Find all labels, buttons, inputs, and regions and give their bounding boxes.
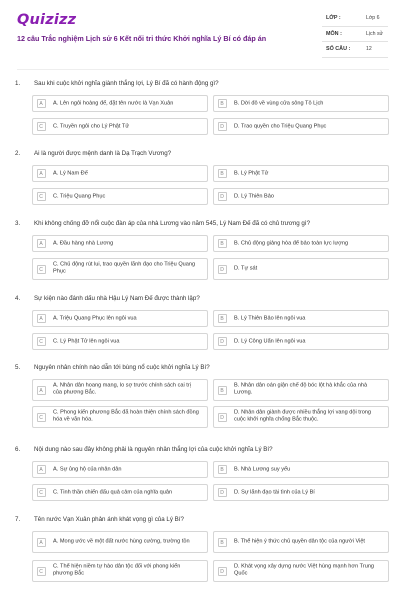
- document-title: 12 câu Trắc nghiệm Lịch sử 6 Kết nối tri thức Khởi nghĩa Lý Bí có đáp án: [17, 34, 267, 43]
- option-b[interactable]: [213, 165, 389, 182]
- meta-row-grade: [322, 11, 388, 27]
- option-a[interactable]: [32, 310, 208, 327]
- option-text: B. Nhân dân oán giận chế độ bóc lột hà khắc của nhà Lương.: [234, 382, 368, 396]
- option-c[interactable]: [32, 258, 208, 280]
- option-letter-box: A: [33, 166, 49, 181]
- option-text: D. Nhân dân giành được nhiều thắng lợi vang dội trong cuộc khởi nghĩa chống Bắc thuộc.: [234, 409, 372, 423]
- question-number: 6.: [15, 446, 21, 453]
- meta-value: Lịch sử: [366, 30, 384, 37]
- option-letter-box: A: [33, 532, 49, 552]
- meta-label: LỚP :: [326, 15, 341, 21]
- option-text: C. Thể hiện niềm tự hào dân tộc đối với phong kiến phương Bắc: [53, 563, 181, 577]
- option-a[interactable]: [32, 379, 208, 401]
- option-letter-box: C: [33, 407, 49, 427]
- question-text: Khi không chống đỡ nổi cuộc đàn áp của nhà Lương vào năm 545, Lý Nam Đế đã có chủ trương gì?: [34, 220, 311, 227]
- question-number: 7.: [15, 516, 21, 523]
- option-text: B. Lý Thiên Bảo lên ngôi vua: [234, 314, 306, 321]
- option-letter-box: D: [214, 189, 230, 204]
- option-letter-box: A: [33, 311, 49, 326]
- option-text: D. Lý Công Uẩn lên ngôi vua: [234, 337, 306, 344]
- option-text: B. Nhà Lương suy yếu: [234, 465, 291, 472]
- option-letter-box: D: [214, 485, 230, 500]
- option-a[interactable]: [32, 235, 208, 252]
- meta-label: SỐ CÂU :: [326, 46, 351, 52]
- option-c[interactable]: [32, 333, 208, 350]
- option-text: C. Triệu Quang Phục: [53, 192, 106, 199]
- option-text: C. Truyền ngôi cho Lý Phật Tử: [53, 122, 130, 129]
- meta-row-subject: [322, 27, 388, 43]
- option-b[interactable]: [213, 95, 389, 112]
- option-c[interactable]: [32, 484, 208, 501]
- option-letter-box: C: [33, 334, 49, 349]
- option-letter-box: D: [214, 407, 230, 427]
- option-b[interactable]: [213, 310, 389, 327]
- option-a[interactable]: [32, 531, 208, 553]
- option-text: A. Mong ước về một đất nước hùng cường, trường tồn: [53, 538, 190, 545]
- option-text: A. Lý Nam Đế: [53, 169, 88, 176]
- question-number: 4.: [15, 295, 21, 302]
- option-letter-box: B: [214, 236, 230, 251]
- option-letter-box: A: [33, 236, 49, 251]
- option-b[interactable]: [213, 531, 389, 553]
- question-text: Tên nước Vạn Xuân phản ánh khát vọng gì của Lý Bí?: [34, 516, 184, 523]
- option-text: D. Khát vọng xây dựng nước Việt hùng mạnh hơn Trung Quốc: [234, 563, 375, 577]
- question-text: Sự kiện nào đánh dấu nhà Hậu Lý Nam Đế được thành lập?: [34, 295, 200, 302]
- option-letter-box: B: [214, 166, 230, 181]
- quizizz-logo[interactable]: Quizizz: [17, 12, 77, 28]
- option-letter-box: D: [214, 334, 230, 349]
- option-text: D. Tự sát: [234, 265, 258, 272]
- option-text: B. Thể hiện ý thức chủ quyền dân tộc của người Việt: [234, 538, 365, 545]
- option-text: A. Đầu hàng nhà Lương: [53, 239, 114, 246]
- meta-table: [322, 11, 388, 58]
- option-d[interactable]: [213, 406, 389, 428]
- option-letter-box: D: [214, 259, 230, 279]
- option-d[interactable]: [213, 333, 389, 350]
- meta-row-count: [322, 42, 388, 58]
- question-number: 2.: [15, 150, 21, 157]
- option-letter-box: C: [33, 259, 49, 279]
- option-text: B. Lý Phật Tử: [234, 169, 269, 176]
- option-c[interactable]: [32, 560, 208, 582]
- option-c[interactable]: [32, 118, 208, 135]
- option-letter-box: B: [214, 380, 230, 400]
- question-number: 1.: [15, 80, 21, 87]
- header-divider: [17, 69, 389, 70]
- option-text: C. Tinh thần chiến đấu quả cảm của nghĩa quân: [53, 488, 173, 495]
- option-letter-box: A: [33, 96, 49, 111]
- option-b[interactable]: [213, 235, 389, 252]
- option-letter-box: B: [214, 96, 230, 111]
- option-letter-box: C: [33, 189, 49, 204]
- option-letter-box: B: [214, 532, 230, 552]
- option-c[interactable]: [32, 406, 208, 428]
- option-d[interactable]: [213, 560, 389, 582]
- option-a[interactable]: [32, 165, 208, 182]
- option-a[interactable]: [32, 461, 208, 478]
- option-text: D. Lý Thiên Bảo: [234, 192, 275, 199]
- option-a[interactable]: [32, 95, 208, 112]
- option-text: C. Lý Phật Tử lên ngôi vua: [53, 337, 120, 344]
- option-d[interactable]: [213, 118, 389, 135]
- option-text: C. Chủ động rút lui, trao quyền lãnh đạo cho Triệu Quang Phục: [53, 261, 196, 275]
- option-text: A. Lên ngôi hoàng đế, đặt tên nước là Vạn Xuân: [53, 99, 174, 106]
- option-letter-box: A: [33, 380, 49, 400]
- option-d[interactable]: [213, 484, 389, 501]
- option-letter-box: A: [33, 462, 49, 477]
- option-letter-box: C: [33, 485, 49, 500]
- option-text: A. Triệu Quang Phục lên ngôi vua: [53, 314, 137, 321]
- option-letter-box: D: [214, 119, 230, 134]
- question-text: Nội dung nào sau đây không phải là nguyên nhân thắng lợi của cuộc khởi nghĩa Lý Bí?: [34, 446, 273, 453]
- option-b[interactable]: [213, 379, 389, 401]
- question-number: 3.: [15, 220, 21, 227]
- option-text: B. Dời đô về vùng cửa sông Tô Lịch: [234, 99, 324, 106]
- option-letter-box: C: [33, 561, 49, 581]
- option-b[interactable]: [213, 461, 389, 478]
- meta-label: MÔN :: [326, 30, 342, 37]
- option-d[interactable]: [213, 258, 389, 280]
- option-letter-box: D: [214, 561, 230, 581]
- question-number: 5.: [15, 364, 21, 371]
- option-text: C. Phong kiến phương Bắc đã hoàn thiện chính sách đồng hóa về văn hóa.: [53, 409, 199, 423]
- option-text: D. Trao quyền cho Triệu Quang Phục: [234, 122, 327, 129]
- option-letter-box: C: [33, 119, 49, 134]
- option-letter-box: B: [214, 462, 230, 477]
- option-text: B. Chủ động giảng hòa để bảo toàn lực lượng: [234, 239, 349, 246]
- option-text: D. Sự lãnh đạo tài tình của Lý Bí: [234, 488, 315, 495]
- option-text: A. Nhân dân hoang mang, lo sợ trước chính sách cai trị của phương Bắc.: [53, 382, 191, 396]
- page-header: [0, 0, 400, 68]
- question-text: Nguyên nhân chính nào dẫn tới bùng nổ cuộc khởi nghĩa Lý Bí?: [34, 364, 210, 371]
- option-d[interactable]: [213, 188, 389, 205]
- question-text: Sau khi cuộc khởi nghĩa giành thắng lợi, Lý Bí đã có hành động gì?: [34, 80, 219, 87]
- option-text: A. Sự ủng hộ của nhân dân: [53, 465, 122, 472]
- meta-value: 12: [366, 46, 372, 52]
- question-text: Ai là người được mệnh danh là Dạ Trạch Vương?: [34, 150, 172, 157]
- option-c[interactable]: [32, 188, 208, 205]
- meta-value: Lớp 6: [366, 15, 380, 21]
- option-letter-box: B: [214, 311, 230, 326]
